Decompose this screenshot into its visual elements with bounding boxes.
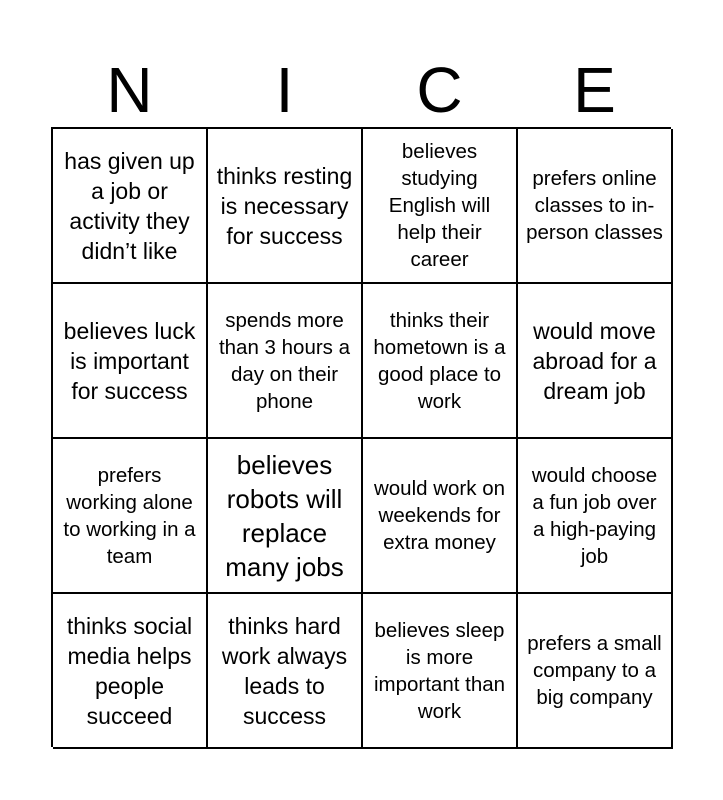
cell-text: prefers working alone to working in a team xyxy=(63,463,196,568)
cell-text: thinks social media helps people succeed xyxy=(66,612,193,729)
cell-text: thinks their hometown is a good place to work xyxy=(373,308,506,413)
bingo-cell-r1c1[interactable] xyxy=(53,129,208,284)
bingo-cell-r3c1[interactable] xyxy=(53,439,208,594)
header-letter-c: C xyxy=(416,54,463,126)
bingo-cell-r1c4[interactable] xyxy=(518,129,673,284)
cell-text: would choose a fun job over a high-paying job xyxy=(531,463,658,568)
bingo-cell-r3c4[interactable] xyxy=(518,439,673,594)
header-letter-n: N xyxy=(106,54,153,126)
bingo-cell-r2c2[interactable] xyxy=(208,284,363,439)
cell-text: believes sleep is more important than work xyxy=(373,618,506,723)
bingo-cell-r4c1[interactable] xyxy=(53,594,208,749)
bingo-cell-r4c3[interactable] xyxy=(363,594,518,749)
header-letter-e: E xyxy=(573,54,616,126)
cell-text: believes studying English will help their career xyxy=(388,140,491,271)
cell-text: believes robots will replace many jobs xyxy=(225,449,344,582)
cell-text: thinks resting is necessary for success xyxy=(216,162,353,249)
bingo-cell-r1c3[interactable] xyxy=(363,129,518,284)
bingo-grid xyxy=(51,127,671,747)
bingo-cell-r3c3[interactable] xyxy=(363,439,518,594)
cell-text: prefers a small company to a big company xyxy=(527,632,662,709)
bingo-cell-r2c1[interactable] xyxy=(53,284,208,439)
cell-text: would move abroad for a dream job xyxy=(532,317,657,404)
bingo-cell-r2c3[interactable] xyxy=(363,284,518,439)
bingo-cell-r3c2[interactable] xyxy=(208,439,363,594)
bingo-cell-r4c4[interactable] xyxy=(518,594,673,749)
bingo-header xyxy=(52,52,672,128)
cell-text: would work on weekends for extra money xyxy=(373,477,506,554)
cell-text: has given up a job or activity they didn’t like xyxy=(64,147,195,264)
cell-text: thinks hard work always leads to success xyxy=(221,612,348,729)
bingo-cell-r1c2[interactable] xyxy=(208,129,363,284)
header-letter-i: I xyxy=(275,54,294,126)
cell-text: prefers online classes to in-person classes xyxy=(526,167,663,244)
cell-text: believes luck is important for success xyxy=(63,317,196,404)
cell-text: spends more than 3 hours a day on their phone xyxy=(218,308,351,413)
bingo-cell-r4c2[interactable] xyxy=(208,594,363,749)
bingo-cell-r2c4[interactable] xyxy=(518,284,673,439)
